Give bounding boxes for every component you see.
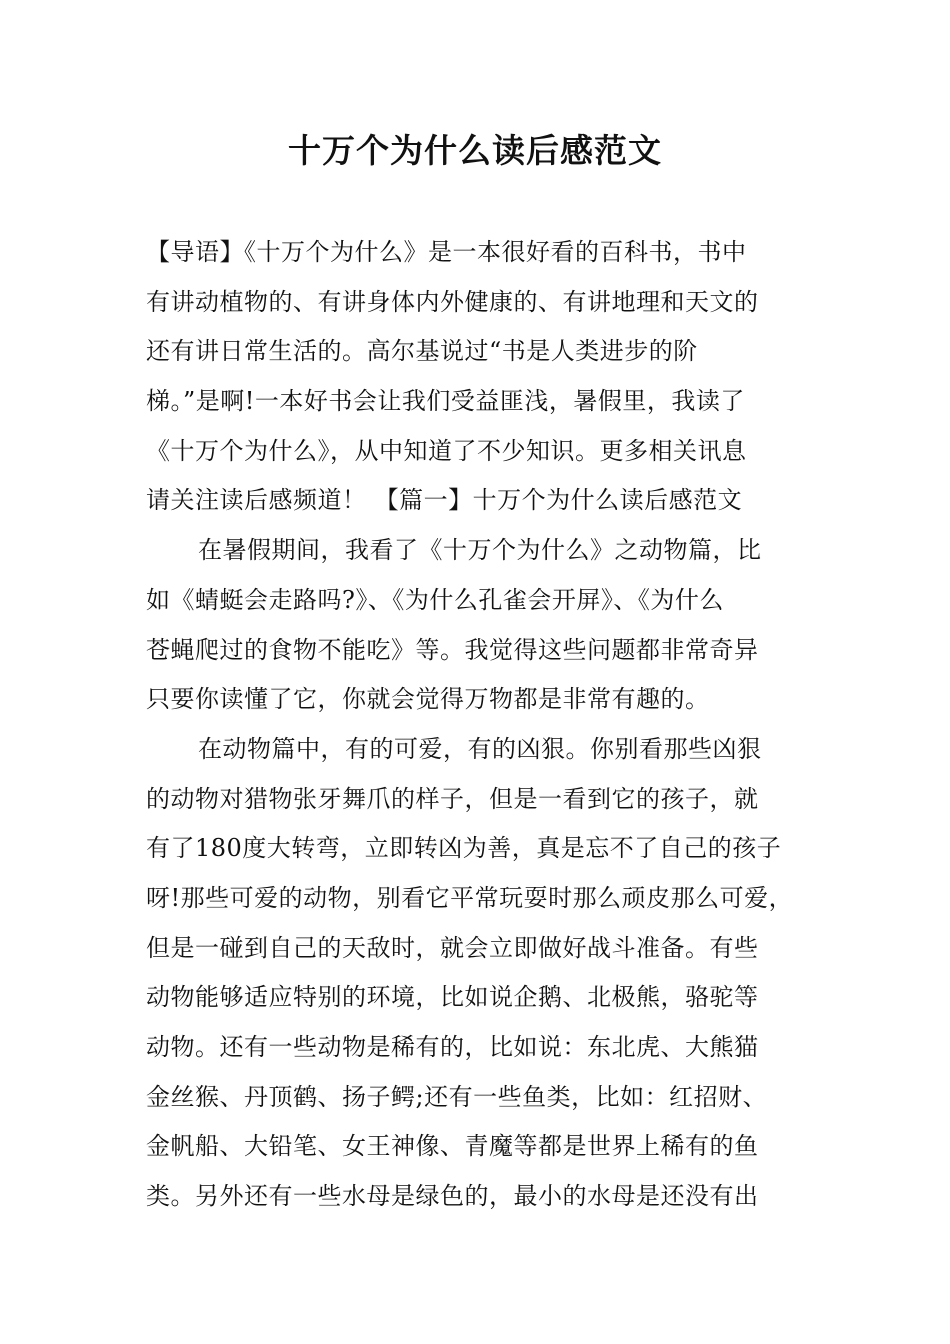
text-line: 有讲动植物的、有讲身体内外健康的、有讲地理和天文的 bbox=[146, 287, 759, 316]
text-line: 类。另外还有一些水母是绿色的，最小的水母是还没有出 bbox=[146, 1182, 759, 1211]
document-body bbox=[146, 228, 826, 1222]
text-line: 还有讲日常生活的。高尔基说过“书是人类进步的阶 bbox=[146, 337, 698, 366]
text-line: 只要你读懂了它，你就会觉得万物都是非常有趣的。 bbox=[146, 685, 710, 714]
text-line: 呀!那些可爱的动物，别看它平常玩耍时那么顽皮那么可爱， bbox=[146, 883, 794, 912]
text-line: 有了180度大转弯，立即转凶为善，真是忘不了自己的孩子 bbox=[146, 834, 782, 863]
text-line: 苍蝇爬过的食物不能吃》等。我觉得这些问题都非常奇异 bbox=[146, 635, 759, 664]
text-line: 但是一碰到自己的天敌时，就会立即做好战斗准备。有些 bbox=[146, 933, 759, 962]
text-line: 在暑假期间，我看了《十万个为什么》之动物篇，比 bbox=[198, 536, 762, 565]
text-line: 如《蜻蜓会走路吗?》、《为什么孔雀会开屏》、《为什么 bbox=[146, 585, 724, 614]
text-line: 动物。还有一些动物是稀有的，比如说：东北虎、大熊猫 bbox=[146, 1033, 759, 1061]
text-line: 《十万个为什么》，从中知道了不少知识。更多相关讯息 bbox=[146, 436, 747, 465]
text-line: 动物能够适应特别的环境，比如说企鹅、北极熊，骆驼等 bbox=[146, 983, 759, 1012]
text-line: 的动物对猎物张牙舞爪的样子，但是一看到它的孩子，就 bbox=[146, 784, 759, 813]
text-line: 梯。”是啊!一本好书会让我们受益匪浅，暑假里，我读了 bbox=[146, 387, 745, 416]
text-line: 金帆船、大铅笔、女王神像、青魔等都是世界上稀有的鱼 bbox=[146, 1132, 759, 1161]
text-line: 在动物篇中，有的可爱，有的凶狠。你别看那些凶狠 bbox=[198, 734, 762, 763]
text-line: 金丝猴、丹顶鹤、扬子鳄;还有一些鱼类，比如：红招财、 bbox=[146, 1082, 768, 1111]
document-title: 十万个为什么读后感范文 bbox=[288, 131, 662, 170]
text-line: 请关注读后感频道！ 【篇一】十万个为什么读后感范文 bbox=[146, 486, 743, 515]
text-line: 【导语】《十万个为什么》是一本很好看的百科书，书中 bbox=[146, 238, 747, 266]
